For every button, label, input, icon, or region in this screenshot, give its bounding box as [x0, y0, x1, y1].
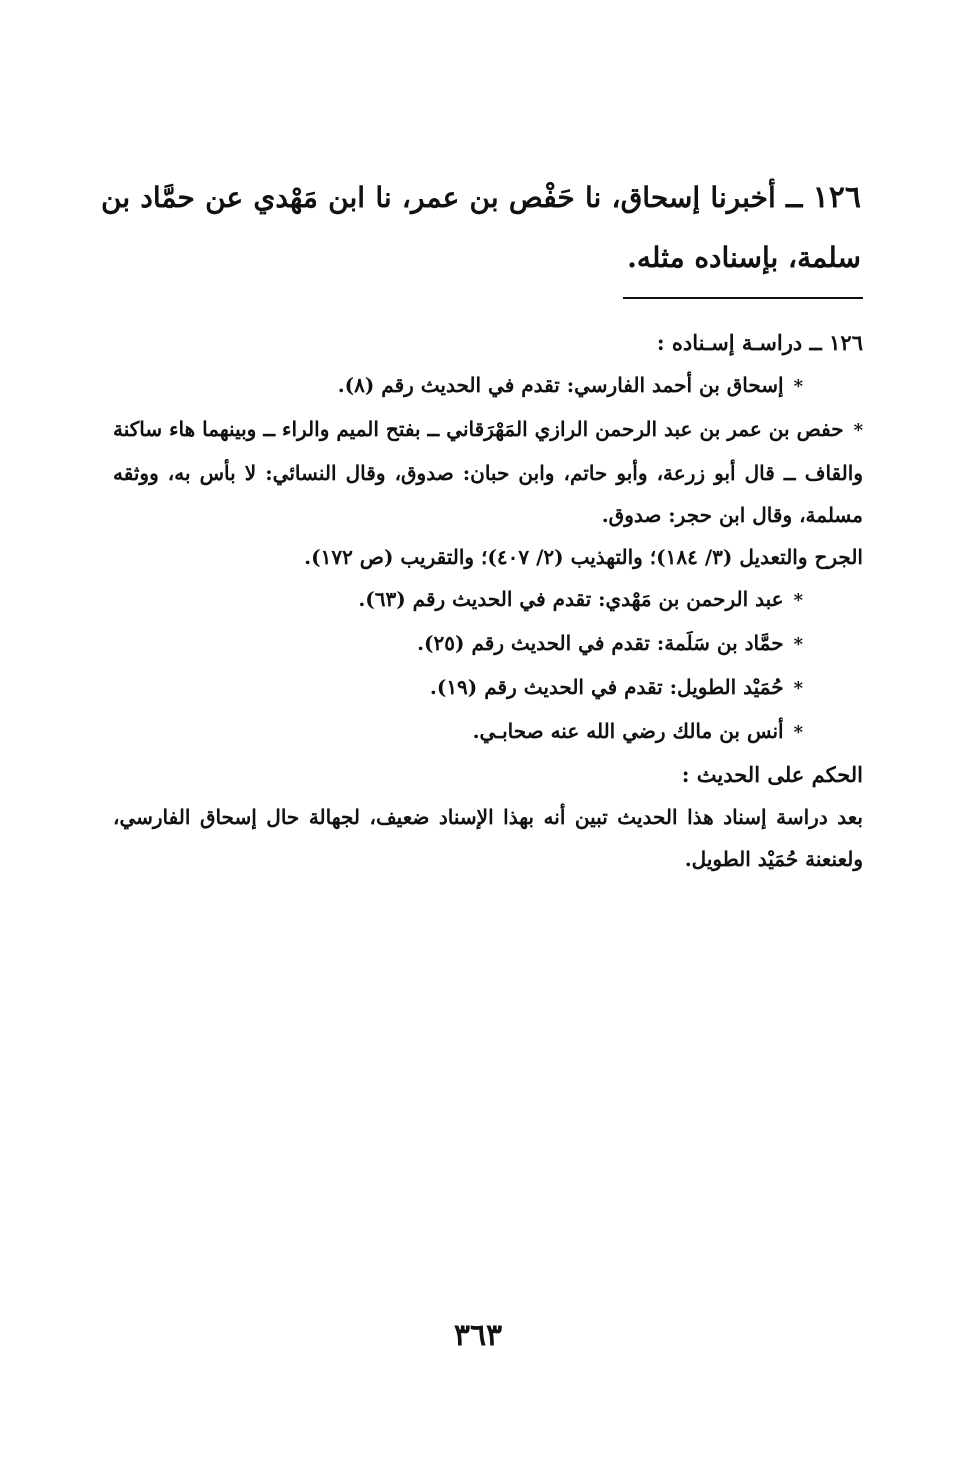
- bullet-star-icon: *: [793, 590, 803, 611]
- narrator-text: إسحاق بن أحمد الفارسي: تقدم في الحديث رقم (٨).: [337, 373, 784, 397]
- footnote-divider: [623, 297, 863, 299]
- judgment-text: بعد دراسة إسناد هذا الحديث تبين أنه بهذا الإسناد ضعيف، لجهالة حال إسحاق الفارسي، ولعنعنة حُمَيْد الطويل.: [113, 805, 863, 871]
- references-text: الجرح والتعديل (٣/ ١٨٤)؛ والتهذيب (٢/ ٤٠٧)؛ والتقريب (ص ١٧٢).: [304, 545, 863, 569]
- narrator-item: [113, 666, 863, 710]
- bullet-star-icon: *: [793, 678, 803, 699]
- page-number: ٣٦٣: [453, 1318, 503, 1353]
- study-dash: ــ: [809, 330, 822, 355]
- narrator-item: [113, 408, 863, 536]
- bullet-star-icon: *: [793, 634, 803, 655]
- bullet-star-icon: *: [793, 722, 803, 743]
- narrator-item: [113, 622, 863, 666]
- bullet-star-icon: *: [793, 376, 803, 397]
- hadith-dash: ــ: [786, 181, 803, 214]
- judgment-heading: الحكم على الحديث :: [681, 762, 863, 787]
- narrator-text: حُمَيْد الطويل: تقدم في الحديث رقم (١٩).: [429, 675, 784, 699]
- hadith-text: أخبرنا إسحاق، نا حَفْص بن عمر، نا ابن مَهْدي عن حمَّاد بن سلمة، بإسناده مثله.: [101, 181, 861, 274]
- narrator-text: أنس بن مالك رضي الله عنه صحابـي.: [472, 719, 784, 743]
- footnotes: [113, 322, 863, 880]
- main-hadith: [101, 168, 861, 288]
- study-heading: [113, 322, 863, 364]
- bullet-star-icon: *: [853, 420, 863, 441]
- narrator-item: [113, 710, 863, 754]
- hadith-number: ١٢٦: [812, 180, 862, 215]
- references-line: [113, 536, 863, 578]
- study-title: دراسـة إسـناده :: [656, 330, 803, 355]
- narrator-text: عبد الرحمن بن مَهْدي: تقدم في الحديث رقم (٦٣).: [358, 587, 784, 611]
- narrator-text: حمَّاد بن سَلَمة: تقدم في الحديث رقم (٢٥).: [417, 631, 784, 655]
- study-number: ١٢٦: [829, 330, 863, 355]
- narrator-item: [113, 364, 863, 408]
- narrator-item: [113, 578, 863, 622]
- narrator-text: حفص بن عمر بن عبد الرحمن الرازي المَهْرَقاني ــ بفتح الميم والراء ــ وبينهما هاء ساكنة والقاف ــ قال أبو زرعة، وأبو حاتم، وابن حبان: صدوق، وقال النسائي: لا بأس به، ووثقه مسلمة، وقال ابن حجر: صدوق.: [113, 417, 863, 527]
